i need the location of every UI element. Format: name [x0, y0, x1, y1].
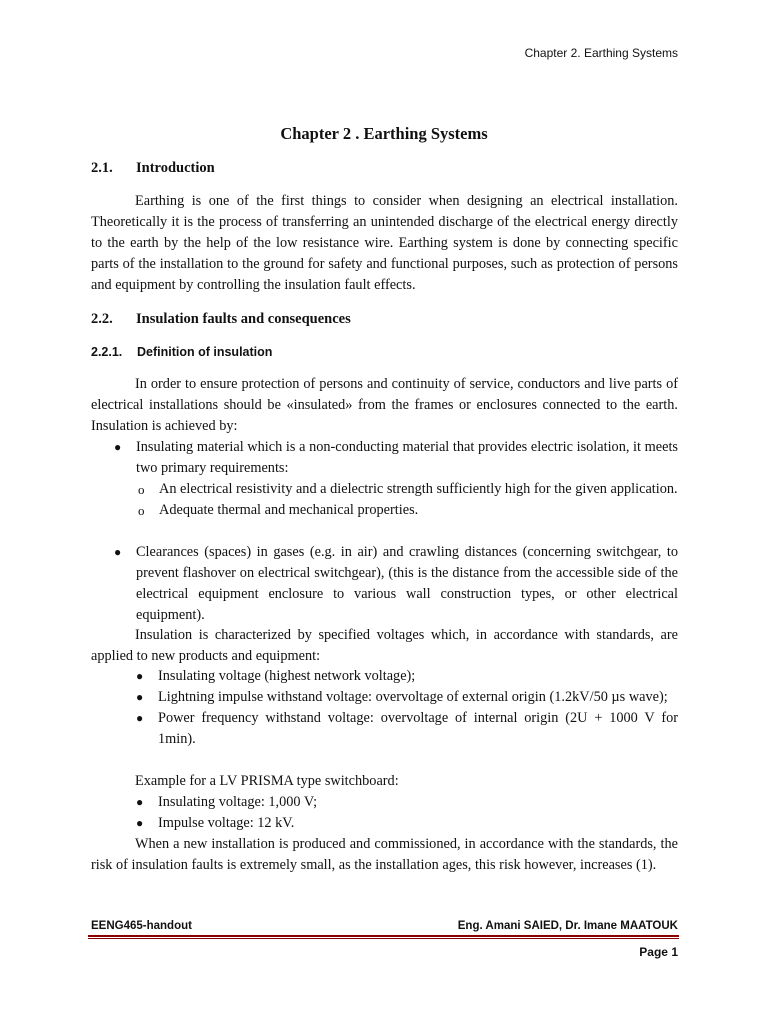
bullet-icon: ● — [114, 545, 122, 559]
intro-paragraph: Earthing is one of the first things to consider when designing an electrical installation. Theoretically it is the process of transferring an unintended discharge of the electrical energy directly to the earth by the help of the low resistance wire. Earthing system is done by connecting specific parts of the installation to the ground for safety and functional purposes, such as protection of persons and equipment by controlling the insulation fault effects. — [91, 193, 678, 293]
clearance-bullet-list — [114, 542, 678, 626]
list-item-text: Insulating voltage (highest network voltage); — [158, 668, 416, 684]
section-number: 2.1. — [91, 160, 113, 176]
bullet-icon: ● — [136, 669, 144, 683]
chapter-title: Chapter 2 . Earthing Systems — [280, 124, 488, 143]
voltages-bullet-list — [136, 666, 678, 750]
list-item-text: Insulating material which is a non-conducting material that provides electric isolation, it meets two primary requirements: — [136, 439, 678, 476]
bullet-icon: ● — [136, 795, 144, 809]
list-item — [136, 813, 678, 834]
example-bullet-list — [136, 792, 678, 834]
list-item-text: Adequate thermal and mechanical properties. — [159, 502, 419, 518]
section-heading-insulation-faults — [91, 311, 351, 328]
list-item-text: An electrical resistivity and a dielectric strength sufficiently high for the given application. — [159, 481, 678, 497]
subsection-heading-definition — [91, 345, 272, 359]
list-item — [114, 542, 678, 626]
list-item-text: Power frequency withstand voltage: overvoltage of internal origin (2U + 1000 V for 1min). — [158, 710, 678, 747]
running-header: Chapter 2. Earthing Systems — [524, 46, 678, 60]
list-item — [136, 666, 678, 687]
bullet-icon: ● — [136, 711, 144, 725]
list-item — [136, 792, 678, 813]
footer-authors: Eng. Amani SAIED, Dr. Imane MAATOUK — [457, 920, 678, 932]
list-item-text: Lightning impulse withstand voltage: overvoltage of external origin (1.2kV/50 µs wave); — [158, 689, 668, 705]
section-title: Insulation faults and consequences — [136, 311, 351, 327]
insulation-sub-list — [138, 479, 678, 521]
footer-divider — [88, 935, 679, 939]
page-number: Page 1 — [639, 945, 678, 959]
insulation-bullet-list — [114, 437, 678, 479]
list-item-text: Clearances (spaces) in gases (e.g. in air) and crawling distances (concerning switchgear, to prevent flashover on electrical switchgear), (this is the distance from the accessible side of the electrical equipment enclosure to various wall construction types, or other electrical equipment). — [136, 544, 678, 623]
subsection-number: 2.2.1. — [91, 345, 123, 359]
section-title: Introduction — [136, 160, 215, 176]
hollow-bullet-icon: o — [138, 482, 145, 497]
list-item — [138, 479, 678, 500]
example-intro: Example for a LV PRISMA type switchboard: — [135, 773, 399, 789]
bullet-icon: ● — [136, 690, 144, 704]
closing-paragraph: When a new installation is produced and commissioned, in accordance with the standards, the risk of insulation faults is extremely small, as the installation ages, this risk however, increases (1). — [91, 836, 678, 873]
hollow-bullet-icon: o — [138, 503, 145, 518]
voltages-intro-paragraph: Insulation is characterized by specified voltages which, in accordance with standards, are applied to new products and equipment: — [91, 627, 678, 664]
list-item — [138, 500, 678, 521]
list-item — [114, 437, 678, 479]
definition-paragraph: In order to ensure protection of persons and continuity of service, conductors and live parts of electrical installations should be «insulated» from the frames or enclosures connected to the earth. Insulation is achieved by: — [91, 376, 678, 434]
list-item-text: Insulating voltage: 1,000 V; — [158, 794, 318, 810]
footer-course: EENG465-handout — [91, 920, 192, 932]
subsection-title: Definition of insulation — [137, 345, 273, 359]
list-item — [136, 687, 678, 708]
bullet-icon: ● — [114, 440, 122, 454]
bullet-icon: ● — [136, 816, 144, 830]
list-item — [136, 708, 678, 750]
list-item-text: Impulse voltage: 12 kV. — [158, 815, 295, 831]
section-number: 2.2. — [91, 311, 113, 327]
section-heading-introduction — [91, 160, 215, 177]
